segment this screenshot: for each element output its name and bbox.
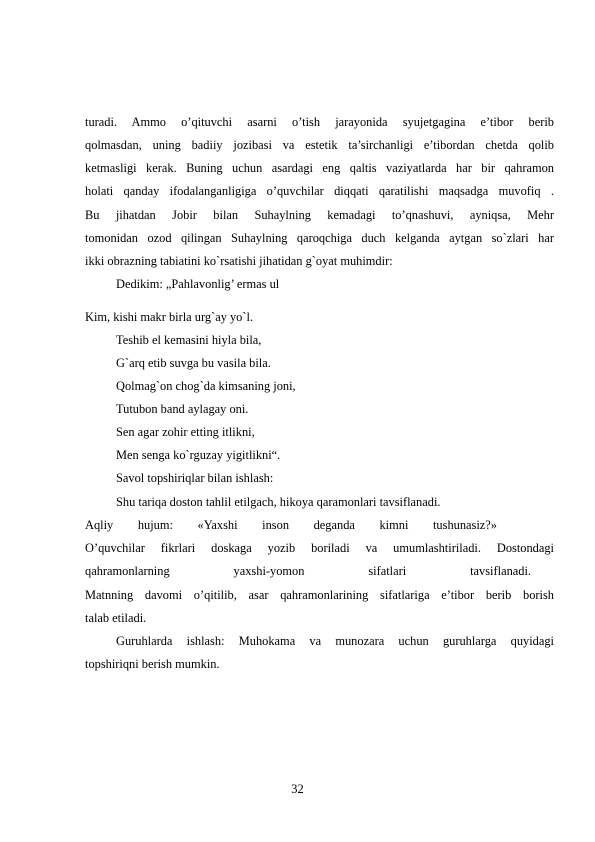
text-line: tomonidan ozod qilingan Suhaylning qaroqchiga duch kelganda aytgan so`zlari har	[85, 231, 554, 245]
text-line: holati qanday ifodalanganligiga o’quvchilar diqqati qaratilishi maqsadga muvofiq .	[85, 184, 554, 198]
page-number: 32	[291, 782, 304, 796]
section-heading: Savol topshiriqlar bilan ishlash:	[116, 471, 274, 485]
poem-line: Dedikim: „Pahlavonlig’ ermas ul	[116, 277, 280, 291]
text-line: qahramonlarning yaxshi-yomon sifatlari tavsiflanadi.	[85, 564, 531, 578]
text-line: Guruhlarda ishlash: Muhokama va munozara uchun guruhlarga quyidagi	[116, 634, 554, 648]
text-line: O’quvchilar fikrlari doskaga yozib boriladi va umumlashtiriladi. Dostondagi	[85, 541, 554, 555]
text-line: Shu tariqa doston tahlil etilgach, hikoya qaramonlari tavsiflanadi.	[116, 495, 441, 509]
poem-line: Tutubon band aylagay oni.	[116, 402, 249, 416]
text-line: Matnning davomi o’qitilib, asar qahramonlarining sifatlariga e’tibor berib borish	[85, 588, 554, 602]
text-line: ikki obrazning tabiatini ko`rsatishi jihatidan g`oyat muhimdir:	[85, 254, 393, 268]
poem-line: Teshib el kemasini hiyla bila,	[116, 333, 262, 347]
text-line: topshiriqni berish mumkin.	[85, 657, 220, 671]
poem-line: Sen agar zohir etting itlikni,	[116, 425, 255, 439]
text-line: qolmasdan, uning badiiy jozibasi va estetik ta’sirchanligi e’tibordan chetda qolib	[85, 138, 554, 152]
text-line: ketmasligi kerak. Buning uchun asardagi eng qaltis vaziyatlarda har bir qahramon	[85, 161, 554, 175]
poem-line: Qolmag`on chog`da kimsaning joni,	[116, 379, 296, 393]
text-line: Bu jihatdan Jobir bilan Suhaylning kemadagi to’qnashuvi, ayniqsa, Mehr	[85, 208, 554, 222]
poem-line: Men senga ko`rguzay yigitlikni“.	[116, 448, 281, 462]
poem-line: Kim, kishi makr birla urg`ay yo`l.	[85, 310, 254, 324]
text-line: turadi. Ammo o’qituvchi asarni o’tish jarayonida syujetgagina e’tibor berib	[85, 115, 554, 129]
poem-line: G`arq etib suvga bu vasila bila.	[116, 356, 271, 370]
text-line: talab etiladi.	[85, 611, 147, 625]
text-line: Aqliy hujum: «Yaxshi inson deganda kimni tushunasiz?»	[85, 518, 497, 532]
